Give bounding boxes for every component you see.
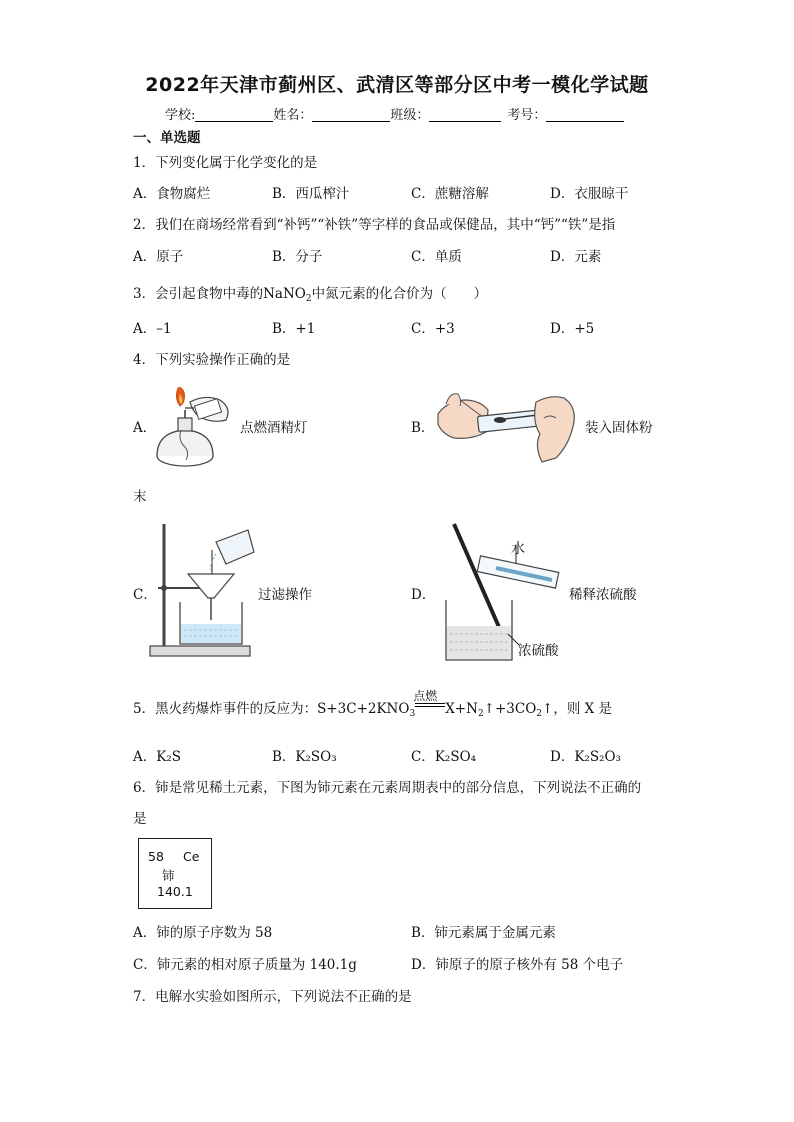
- q5-arrow: [413, 689, 445, 717]
- q3-stem-post: 中氮元素的化合价为（ ）: [311, 286, 488, 302]
- q1-option-d: D．衣服晾干: [550, 186, 629, 202]
- q5-sub3: 2: [536, 709, 543, 719]
- q5-option-a: A．K₂S: [133, 749, 181, 765]
- q5-eq-right-2: ↑+3CO: [483, 701, 537, 717]
- q3-sub: 2: [305, 294, 312, 304]
- q5-eq-right-3: ↑，则 X 是: [542, 701, 613, 717]
- q5-equals-sign: [415, 703, 445, 707]
- q4-option-b-letter: B．: [411, 420, 435, 436]
- q6-stem-line1: 6．铈是常见稀土元素，下图为铈元素在元素周期表中的部分信息，下列说法不正确的: [133, 780, 642, 796]
- q3-option-a: A．–1: [133, 321, 172, 337]
- student-info-line: [165, 104, 624, 123]
- q3-option-b: B．+1: [272, 321, 316, 337]
- q2-option-c: C．单质: [411, 249, 462, 265]
- q4-option-c-text: 过滤操作: [258, 587, 312, 603]
- exam-no-blank[interactable]: [546, 107, 624, 122]
- q3-option-c: C．+3: [411, 321, 455, 337]
- q2-option-b: B．分子: [272, 249, 323, 265]
- q4-d-acid-label: 浓硫酸: [518, 643, 559, 659]
- q1-option-c: C．蔗糖溶解: [411, 186, 489, 202]
- q2-stem: 2．我们在商场经常看到“补钙”“补铁”等字样的食品或保健品，其中“钙”“铁”是指: [133, 217, 616, 233]
- q6-option-c: C．铈元素的相对原子质量为 140.1g: [133, 957, 357, 973]
- filtration-illustration: [150, 520, 260, 660]
- periodic-table-cell: [138, 838, 212, 909]
- q2-option-a: A．原子: [133, 249, 184, 265]
- q5-condition: 点燃: [413, 689, 438, 703]
- q4-option-c-letter: C．: [133, 587, 157, 603]
- q1-option-b: B．西瓜榨汁: [272, 186, 350, 202]
- q6-stem-line2: 是: [133, 811, 147, 827]
- q1-stem: 1．下列变化属于化学变化的是: [133, 155, 318, 171]
- q5-stem: [133, 689, 613, 719]
- class-label: 班级：: [390, 108, 430, 123]
- q5-sub1: 3: [409, 709, 416, 719]
- q5-option-b: B．K₂SO₃: [272, 749, 337, 765]
- q5-eq-right-1: X+N: [445, 701, 478, 717]
- q3-stem-pre: 3．会引起食物中毒的NaNO: [133, 286, 306, 302]
- q5-eq-left: S+3C+2KNO: [317, 701, 410, 717]
- q6-option-b: B．铈元素属于金属元素: [411, 925, 556, 941]
- atomic-number: 58: [148, 849, 164, 864]
- q5-option-d: D．K₂S₂O₃: [550, 749, 621, 765]
- class-blank[interactable]: [429, 107, 501, 122]
- alcohol-lamp-illustration: [150, 380, 240, 470]
- q4-option-a-letter: A．: [133, 420, 157, 436]
- q5-sub2: 2: [477, 709, 484, 719]
- q4-option-a-text: 点燃酒精灯: [240, 420, 308, 436]
- school-blank[interactable]: [195, 107, 273, 122]
- element-symbol: Ce: [183, 849, 200, 864]
- q2-option-d: D．元素: [550, 249, 602, 265]
- page-title: 2022年天津市蓟州区、武清区等部分区中考一模化学试题: [145, 74, 649, 96]
- atomic-mass: 140.1: [157, 884, 193, 899]
- q4-option-b-wrap: 末: [133, 489, 147, 505]
- q1-option-a: A．食物腐烂: [133, 186, 211, 202]
- q5-stem-pre: 5．黑火药爆炸事件的反应为：: [133, 701, 318, 717]
- test-tube-powder-illustration: [436, 388, 581, 466]
- section-heading: 一、单选题: [133, 130, 201, 146]
- name-label: 姓名：: [273, 108, 313, 123]
- name-blank[interactable]: [312, 107, 390, 122]
- q4-stem: 4．下列实验操作正确的是: [133, 352, 291, 368]
- q3-option-d: D．+5: [550, 321, 595, 337]
- q7-stem: 7．电解水实验如图所示，下列说法不正确的是: [133, 989, 412, 1005]
- q4-option-d-text: 稀释浓硫酸: [569, 587, 637, 603]
- q4-d-water-label: 水: [511, 541, 525, 557]
- q3-stem: [133, 282, 487, 304]
- q6-option-a: A．铈的原子序数为 58: [133, 925, 273, 941]
- q5-option-c: C．K₂SO₄: [411, 749, 477, 765]
- element-name: 铈: [162, 868, 175, 883]
- q4-option-d-letter: D．: [411, 587, 436, 603]
- q6-option-d: D．铈原子的原子核外有 58 个电子: [411, 957, 624, 973]
- school-label: 学校:: [165, 108, 196, 123]
- exam-no-label: 考号：: [507, 108, 547, 123]
- q4-option-b-text: 装入固体粉: [585, 420, 653, 436]
